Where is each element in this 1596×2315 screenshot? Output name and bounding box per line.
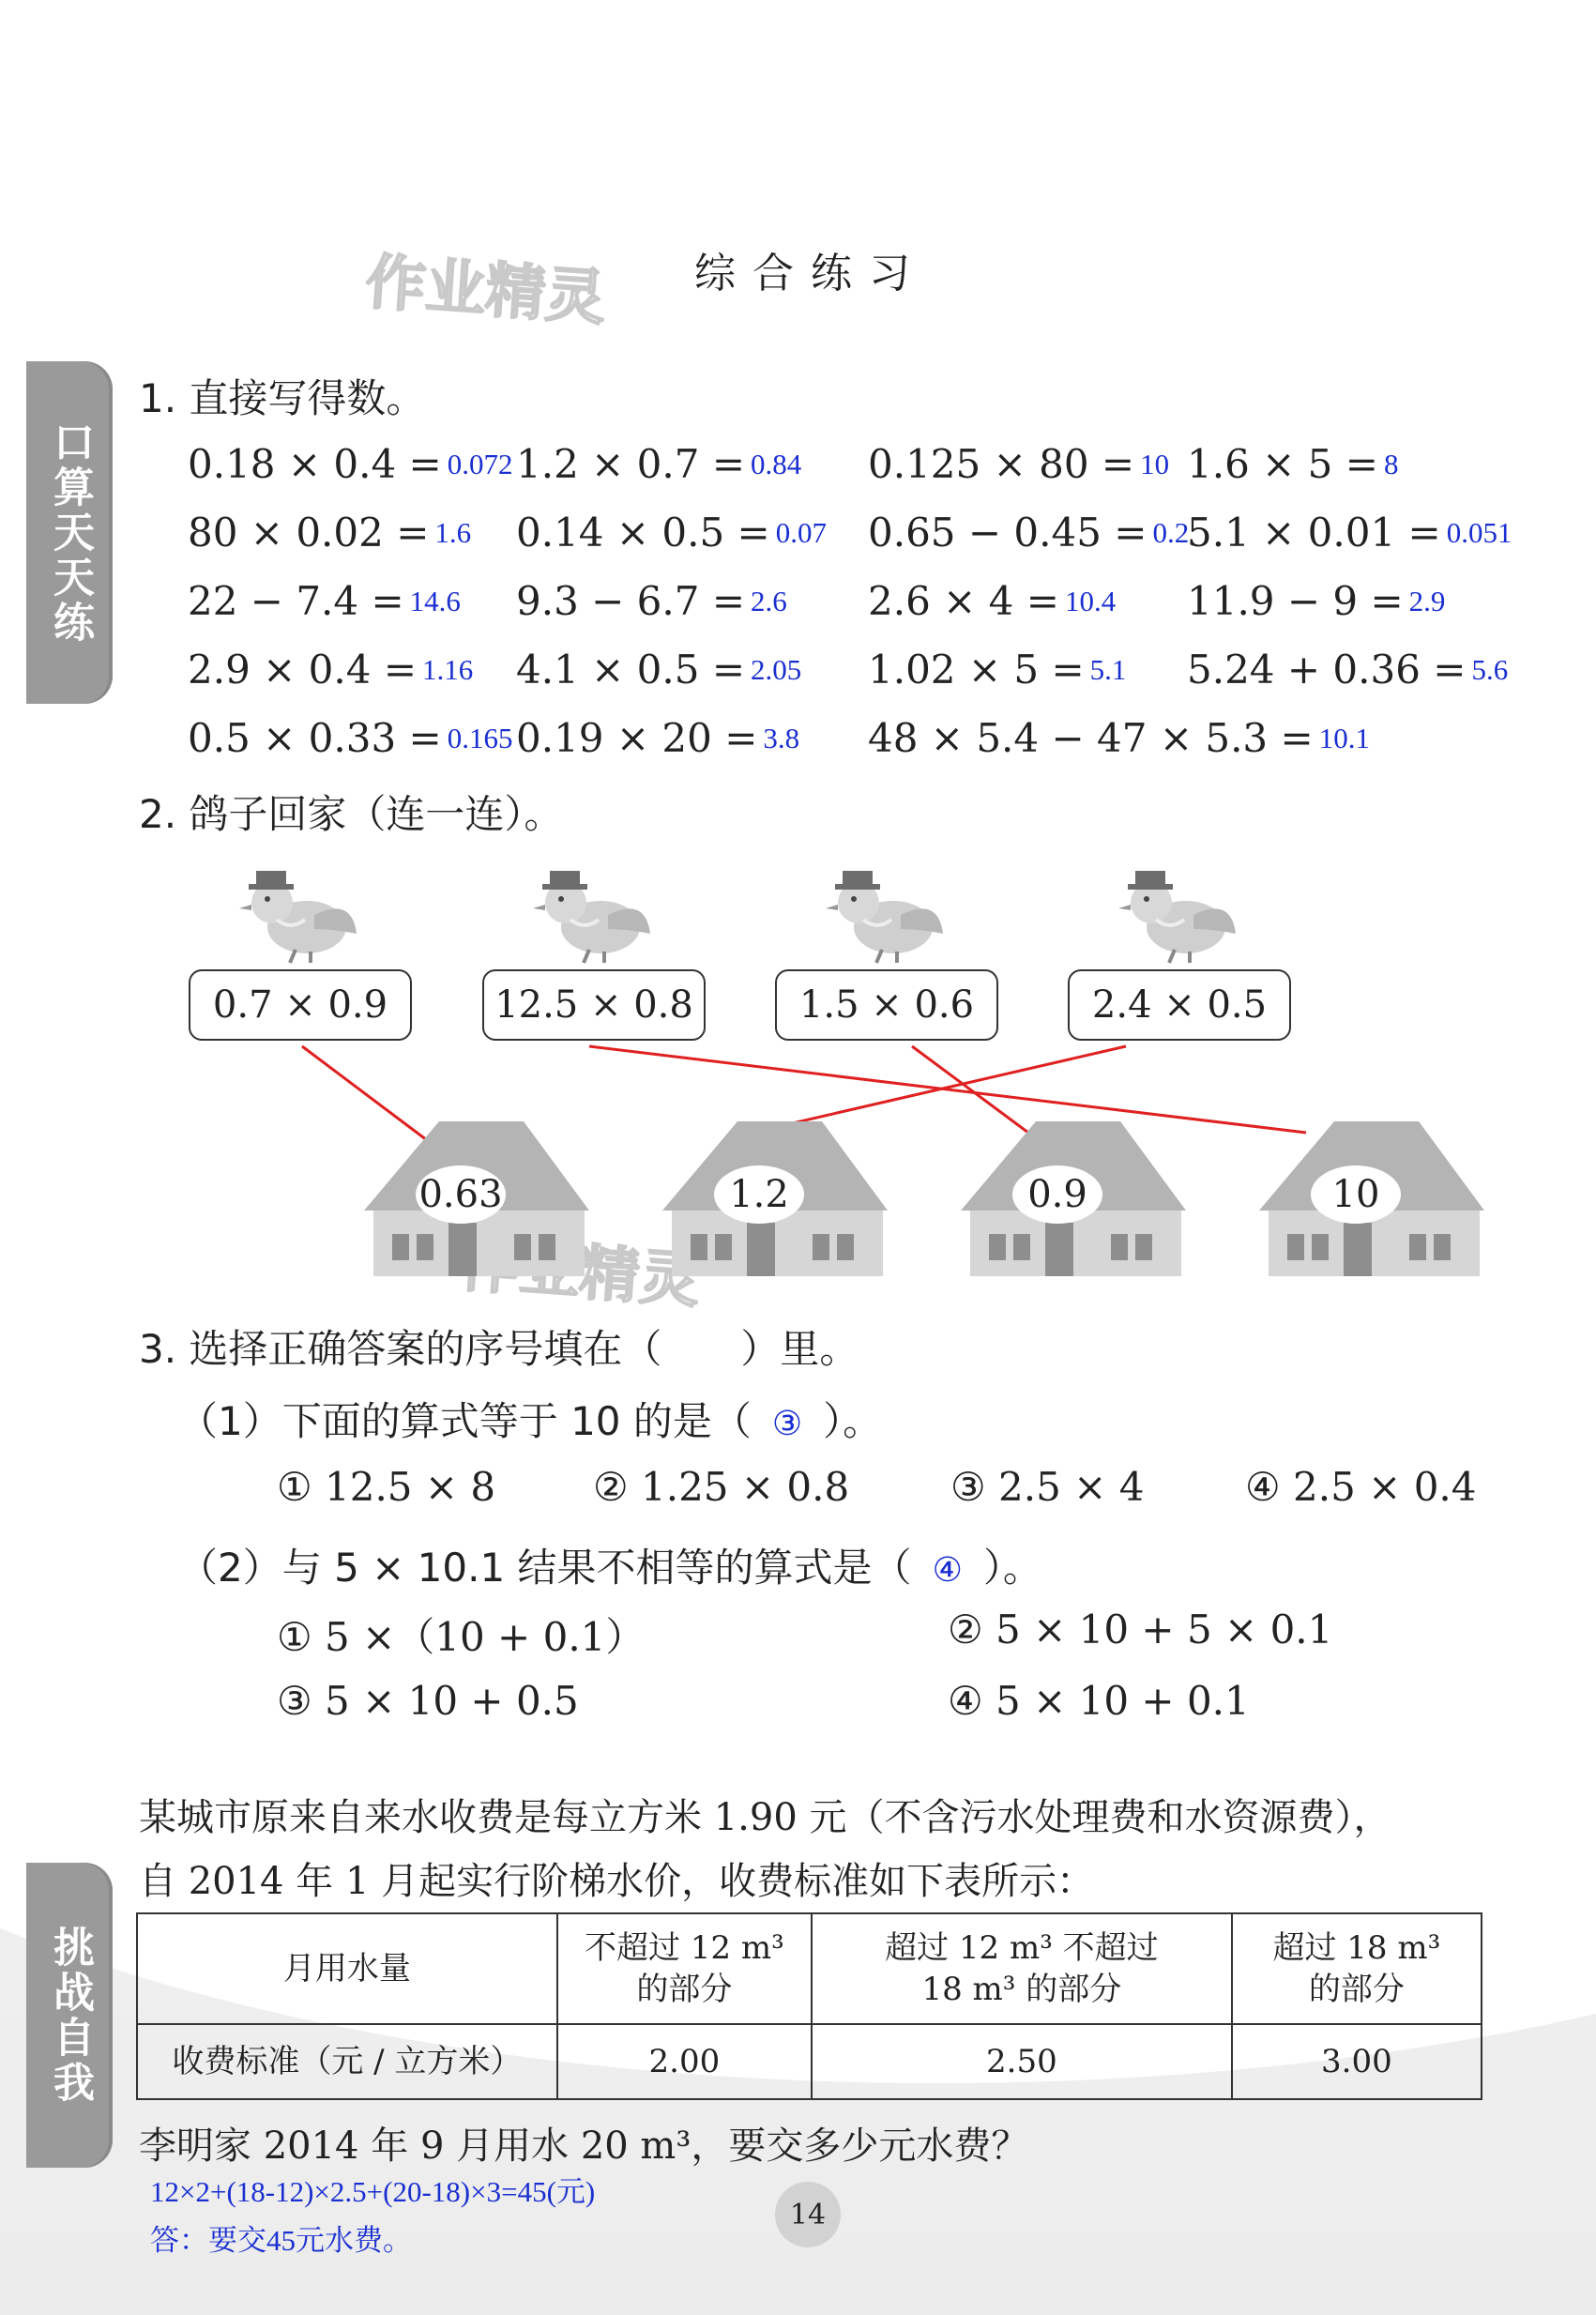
q1-answer: 5.6 bbox=[1471, 653, 1509, 686]
q1-expression: 2.9 × 0.4 = bbox=[188, 647, 418, 693]
q3-sub2 bbox=[178, 1537, 1042, 1593]
fee-table-header-line: 超过 18 m³ bbox=[1272, 1929, 1441, 1967]
expr-box: 2.4 × 0.5 bbox=[1068, 969, 1291, 1041]
challenge-work: 12×2+(18-12)×2.5+(20-18)×3=45(元) bbox=[150, 2175, 596, 2208]
q1-expression: 1.02 × 5 = bbox=[868, 647, 1085, 693]
q1-answer: 2.6 bbox=[751, 585, 787, 617]
fee-table-header-line: 不超过 12 m³ bbox=[584, 1929, 784, 1967]
q1-answer: 14.6 bbox=[409, 585, 461, 617]
q3-sub2-prompt: （2）与 5 × 10.1 结果不相等的算式是（ bbox=[178, 1545, 912, 1591]
q1-expression: 0.18 × 0.4 = bbox=[188, 441, 442, 487]
q1-answer: 0.051 bbox=[1446, 516, 1512, 549]
fee-table-header bbox=[557, 1913, 812, 2024]
side-tab-challenge bbox=[26, 1863, 113, 2168]
q1-expression: 0.19 × 20 = bbox=[516, 715, 758, 761]
expr-box: 0.7 × 0.9 bbox=[189, 969, 412, 1041]
q1-expression: 5.24 + 0.36 = bbox=[1187, 647, 1467, 693]
q1-answer: 0.165 bbox=[447, 722, 513, 754]
q1-answer: 5.1 bbox=[1089, 653, 1127, 686]
q1-expression: 9.3 − 6.7 = bbox=[516, 578, 746, 624]
fee-table-cell: 2.50 bbox=[812, 2024, 1232, 2099]
expr-box: 12.5 × 0.8 bbox=[482, 969, 706, 1041]
connection-line bbox=[589, 1046, 1306, 1133]
house-value: 0.63 bbox=[416, 1165, 506, 1224]
q3-sub2-answer: ④ bbox=[932, 1551, 963, 1589]
q1-answer: 0.2 bbox=[1152, 516, 1190, 549]
q3-sub2-option: ④ 5 × 10 + 0.1 bbox=[948, 1678, 1250, 1724]
fee-table-row bbox=[137, 2024, 1482, 2099]
q1-expression: 11.9 − 9 = bbox=[1187, 578, 1404, 624]
challenge-line-2: 自 2014 年 1 月起实行阶梯水价，收费标准如下表所示： bbox=[139, 1860, 1095, 1903]
fee-table-header: 月用水量 bbox=[137, 1913, 557, 2024]
q1-answer: 1.16 bbox=[422, 653, 474, 686]
fee-table-cell: 2.00 bbox=[557, 2024, 812, 2099]
q3-sub2-close: ）。 bbox=[982, 1545, 1042, 1591]
challenge-question: 李明家 2014 年 9 月用水 20 m³，要交多少元水费？ bbox=[139, 2125, 1029, 2168]
fee-table-header-line: 的部分 bbox=[1308, 1971, 1405, 2008]
side-tab-mental-math-label: 口算天天练 bbox=[46, 419, 94, 646]
q3-sub2-option: ② 5 × 10 + 5 × 0.1 bbox=[948, 1607, 1333, 1652]
q3-sub1-answer: ③ bbox=[771, 1405, 803, 1442]
expr-box: 1.5 × 0.6 bbox=[775, 969, 998, 1041]
fee-table-header-line: 的部分 bbox=[636, 1971, 733, 2008]
house-value: 10 bbox=[1311, 1165, 1401, 1224]
q1-answer: 0.07 bbox=[775, 516, 827, 549]
q1-answer: 2.9 bbox=[1408, 585, 1446, 617]
q1-expression: 1.2 × 0.7 = bbox=[516, 441, 746, 487]
q1-answer: 10.4 bbox=[1064, 585, 1117, 617]
q1-expression: 48 × 5.4 − 47 × 5.3 = bbox=[868, 715, 1314, 761]
q1-answer: 3.8 bbox=[763, 722, 800, 754]
q1-answer: 8 bbox=[1383, 448, 1399, 480]
q3-sub1-option: ② 1.25 × 0.8 bbox=[593, 1464, 850, 1510]
q3-sub2-option: ③ 5 × 10 + 0.5 bbox=[277, 1678, 579, 1724]
house-value: 0.9 bbox=[1012, 1165, 1102, 1224]
q1-expression: 80 × 0.02 = bbox=[188, 510, 430, 556]
q3-sub2-option: ① 5 ×（10 + 0.1） bbox=[277, 1614, 646, 1660]
q1-expression: 0.5 × 0.33 = bbox=[188, 715, 442, 761]
q1-answer: 0.84 bbox=[751, 448, 802, 480]
q1-expression: 0.14 × 0.5 = bbox=[516, 510, 770, 556]
fee-table bbox=[136, 1912, 1482, 2100]
fee-table-header-line: 超过 12 m³ 不超过 bbox=[885, 1929, 1159, 1967]
q3-sub1-prompt: （1）下面的算式等于 10 的是（ bbox=[178, 1398, 752, 1444]
fee-table-header bbox=[1232, 1913, 1482, 2024]
q1-expression: 5.1 × 0.01 = bbox=[1187, 510, 1441, 556]
q1-expression: 1.6 × 5 = bbox=[1187, 441, 1378, 487]
q1-expression: 4.1 × 0.5 = bbox=[516, 647, 746, 693]
challenge-line-1: 某城市原来自来水收费是每立方米 1.90 元（不含污水处理费和水资源费）， bbox=[139, 1796, 1391, 1839]
q1-expression: 22 − 7.4 = bbox=[188, 578, 404, 624]
q3-sub1-option: ① 12.5 × 8 bbox=[277, 1464, 496, 1510]
q1-answer: 1.6 bbox=[434, 516, 472, 549]
side-tab-challenge-label: 挑战自我 bbox=[46, 1925, 94, 2106]
page-number: 14 bbox=[775, 2182, 841, 2247]
watermark-top: 作业精灵 bbox=[363, 248, 608, 334]
fee-table-cell: 收费标准（元 / 立方米） bbox=[137, 2024, 557, 2099]
q1-answer: 10.1 bbox=[1318, 722, 1370, 754]
q1-answer: 0.072 bbox=[447, 448, 513, 480]
fee-table-header-line: 18 m³ 的部分 bbox=[921, 1971, 1122, 2008]
q2-heading: 2. 鸽子回家（连一连）。 bbox=[139, 791, 564, 837]
q3-sub1 bbox=[178, 1391, 882, 1447]
q3-sub1-close: ）。 bbox=[823, 1398, 883, 1444]
fee-table-header bbox=[812, 1913, 1232, 2024]
fee-table-header-row bbox=[137, 1913, 1482, 2024]
q1-expression: 0.65 − 0.45 = bbox=[868, 510, 1148, 556]
q3-sub1-option: ④ 2.5 × 0.4 bbox=[1245, 1464, 1477, 1510]
fee-table-cell: 3.00 bbox=[1232, 2024, 1482, 2099]
q1-expression: 0.125 × 80 = bbox=[868, 441, 1135, 487]
house-value: 1.2 bbox=[714, 1165, 804, 1224]
q3-sub1-option: ③ 2.5 × 4 bbox=[950, 1464, 1145, 1510]
q1-heading: 1. 直接写得数。 bbox=[139, 375, 426, 421]
page-title: 综合练习 bbox=[694, 250, 927, 297]
challenge-answer: 答：要交45元水费。 bbox=[150, 2224, 412, 2257]
q3-heading: 3. 选择正确答案的序号填在（ ）里。 bbox=[139, 1326, 859, 1372]
q1-expression: 2.6 × 4 = bbox=[868, 578, 1059, 624]
q1-answer: 10 bbox=[1140, 448, 1170, 480]
q1-answer: 2.05 bbox=[751, 653, 802, 686]
